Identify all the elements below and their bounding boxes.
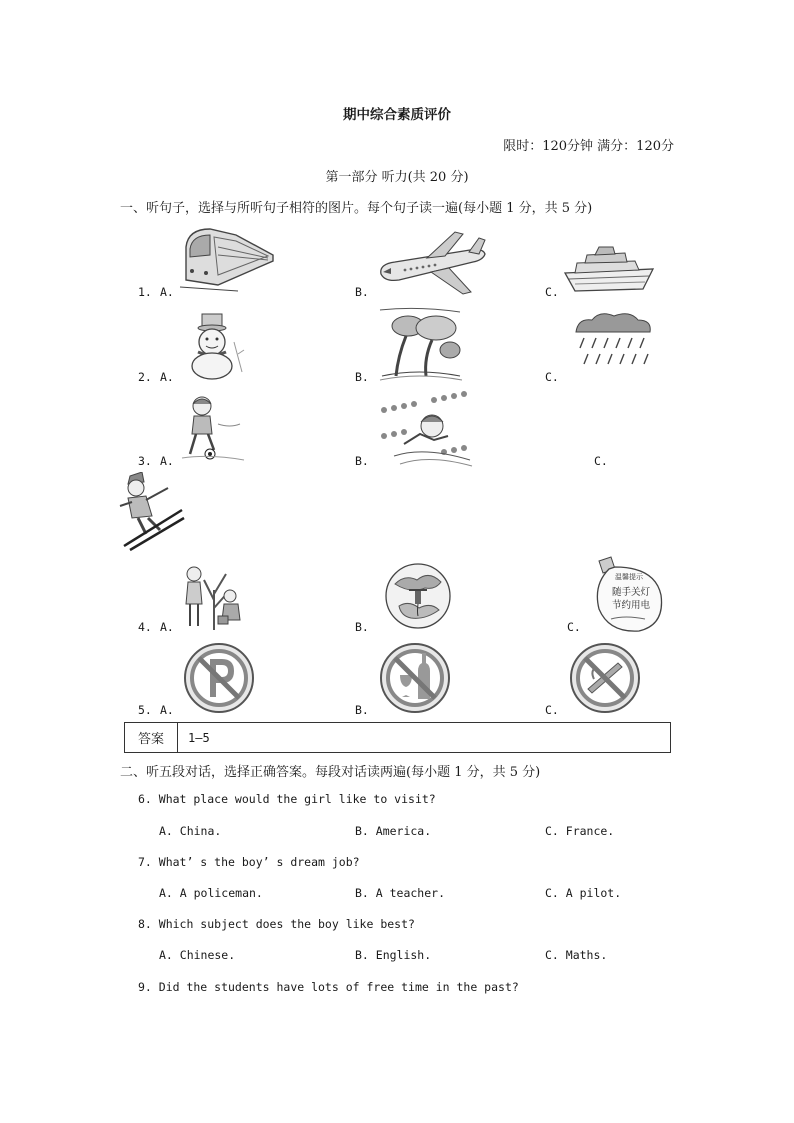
option-label-a[interactable]: A. (160, 370, 174, 384)
option-label-c[interactable]: C. (545, 370, 559, 384)
train-icon (178, 225, 278, 295)
question-number: 1. (138, 285, 152, 299)
question-number: 5. (138, 703, 152, 717)
no-parking-sign-icon (182, 641, 256, 715)
option-label-b[interactable]: B. (355, 454, 369, 468)
bulb-sign-line1: 随手关灯 (611, 587, 651, 598)
option-label-b[interactable]: B. (355, 370, 369, 384)
option-b[interactable]: B. English. (355, 948, 432, 962)
water-globe-icon (381, 560, 455, 632)
answer-label: 答案 (125, 723, 178, 752)
question-number: 3. (138, 454, 152, 468)
section1-heading: 一、听句子，选择与所听句子相符的图片。每个句子读一遍(每小题 1 分，共 5 分) (120, 201, 593, 216)
option-label-a[interactable]: A. (160, 454, 174, 468)
option-label-b[interactable]: B. (355, 703, 369, 717)
option-label-c[interactable]: C. (567, 620, 581, 634)
option-c[interactable]: C. Maths. (545, 948, 608, 962)
rain-cloud-icon (572, 312, 654, 374)
bulb-sign-line2: 节约用电 (611, 600, 651, 611)
windy-trees-icon (378, 306, 463, 382)
page-title: 期中综合素质评价 (343, 107, 451, 123)
no-drinking-sign-icon (378, 641, 452, 715)
snowman-icon (182, 312, 248, 380)
option-c[interactable]: C. France. (545, 824, 615, 838)
skiing-boy-icon (116, 472, 186, 552)
question-text: 6. What place would the girl like to visit? (138, 792, 436, 806)
option-label-c[interactable]: C. (594, 454, 608, 468)
option-label-a[interactable]: A. (160, 285, 174, 299)
question-text: 9. Did the students have lots of free time in the past? (138, 980, 519, 994)
airplane-icon (375, 228, 490, 298)
section2-heading: 二、听五段对话，选择正确答案。每段对话读两遍(每小题 1 分，共 5 分) (120, 765, 541, 780)
ship-icon (563, 243, 655, 293)
question-number: 2. (138, 370, 152, 384)
football-boy-icon (180, 394, 246, 462)
option-label-c[interactable]: C. (545, 285, 559, 299)
answer-range[interactable]: 1—5 (188, 730, 210, 745)
time-limit: 限时：120分钟 满分：120分 (503, 139, 674, 154)
option-label-a[interactable]: A. (160, 703, 174, 717)
question-number: 4. (138, 620, 152, 634)
option-label-a[interactable]: A. (160, 620, 174, 634)
watering-tree-icon (180, 560, 250, 632)
swimming-boy-icon (374, 390, 478, 470)
option-a[interactable]: A. A policeman. (159, 886, 263, 900)
part-heading: 第一部分 听力(共 20 分) (325, 170, 469, 185)
option-a[interactable]: A. China. (159, 824, 222, 838)
option-label-b[interactable]: B. (355, 620, 369, 634)
option-c[interactable]: C. A pilot. (545, 886, 622, 900)
question-text: 8. Which subject does the boy like best? (138, 917, 415, 931)
answer-table (124, 722, 671, 753)
bulb-sign-top-text: 温馨提示 (615, 573, 643, 581)
light-bulb-sign-icon (585, 555, 667, 635)
option-label-c[interactable]: C. (545, 703, 559, 717)
option-b[interactable]: B. America. (355, 824, 432, 838)
option-a[interactable]: A. Chinese. (159, 948, 236, 962)
no-smoking-sign-icon (568, 641, 642, 715)
option-b[interactable]: B. A teacher. (355, 886, 446, 900)
question-text: 7. What’ s the boy’ s dream job? (138, 855, 360, 869)
option-label-b[interactable]: B. (355, 285, 369, 299)
